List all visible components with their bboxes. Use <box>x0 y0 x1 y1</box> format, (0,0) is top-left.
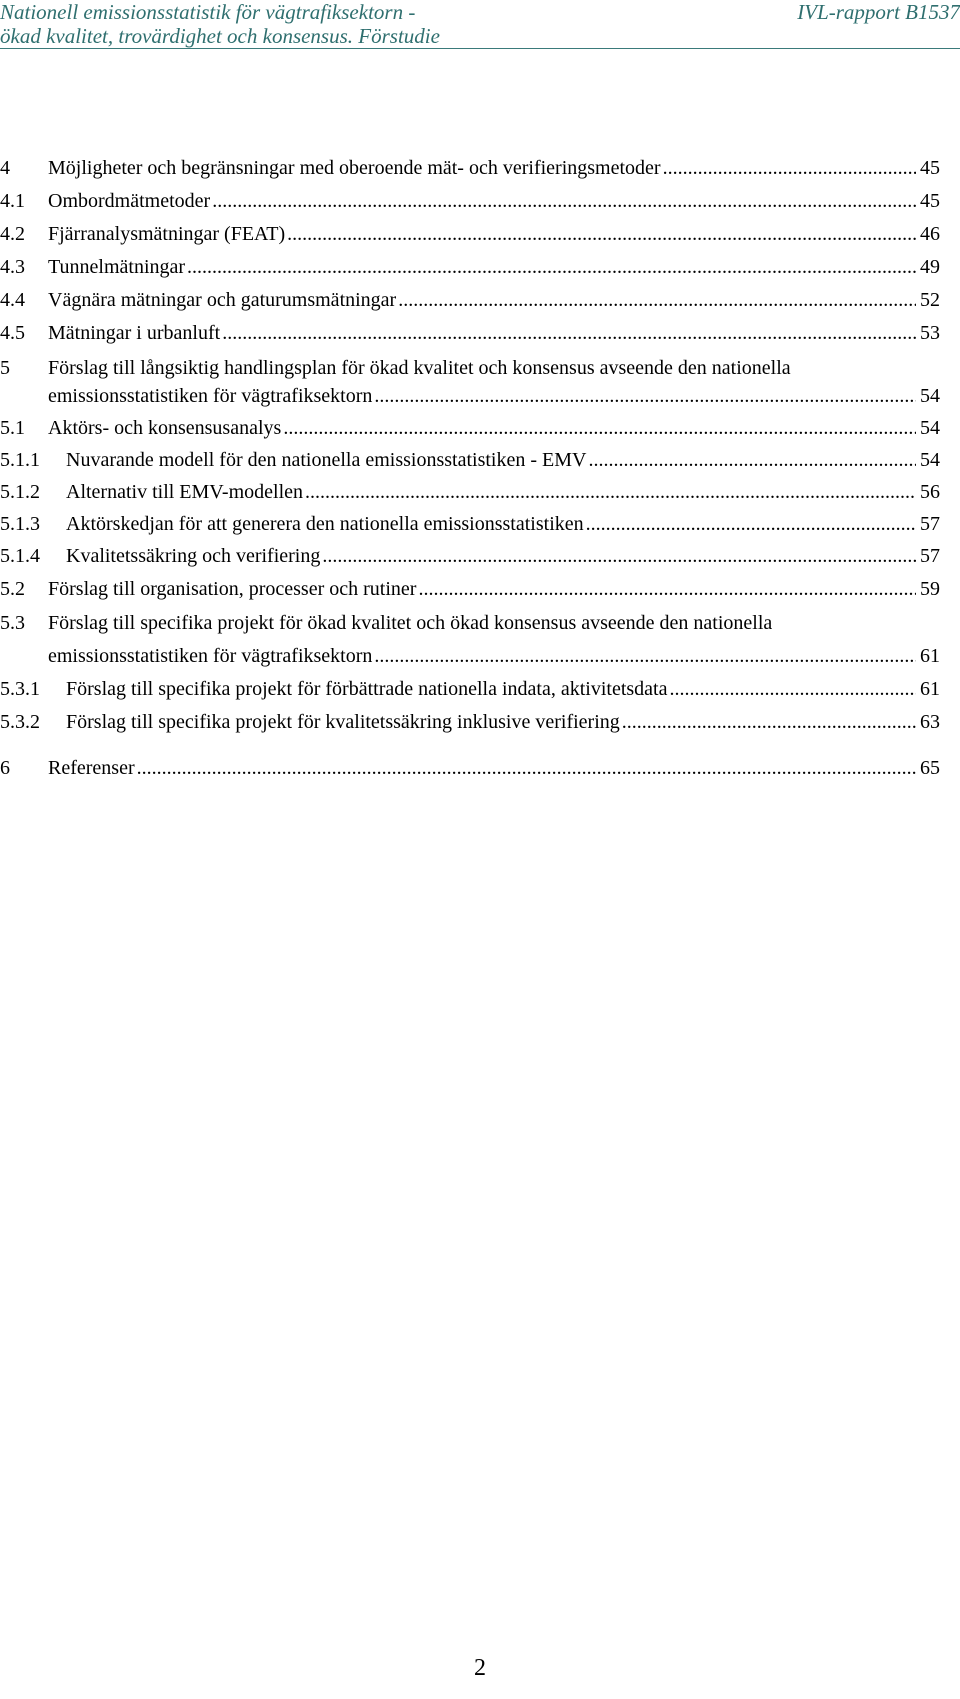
toc-title: Förslag till specifika projekt för kvalitetssäkring inklusive verifiering <box>66 711 620 733</box>
toc-title: Referenser <box>48 757 135 779</box>
toc-number: 5.3.1 <box>0 678 40 700</box>
toc-title: emissionsstatistiken för vägtrafiksektorn <box>48 385 373 407</box>
toc-number: 4.4 <box>0 289 25 311</box>
toc-leader <box>663 156 916 180</box>
toc-title: Mätningar i urbanluft <box>48 322 221 344</box>
toc-title: Alternativ till EMV-modellen <box>66 481 304 503</box>
toc-page: 54 <box>920 449 940 471</box>
toc-number: 5.2 <box>0 578 25 600</box>
toc-leader <box>374 644 916 668</box>
toc-leader <box>222 321 916 345</box>
toc-number: 5.1.3 <box>0 513 40 535</box>
toc-title-line1: Förslag till specifika projekt för ökad kvalitet och ökad konsensus avseende den nationella <box>48 612 773 634</box>
toc-number: 5.3.2 <box>0 711 40 733</box>
toc-page: 57 <box>920 545 940 567</box>
toc-page: 49 <box>920 256 940 278</box>
toc-page: 45 <box>920 190 940 212</box>
toc-leader <box>187 255 916 279</box>
toc-title: Tunnelmätningar <box>48 256 186 278</box>
toc-leader <box>322 544 916 568</box>
toc-number: 5.1.4 <box>0 545 40 567</box>
toc-title: Kvalitetssäkring och verifiering <box>66 545 321 567</box>
toc-page: 59 <box>920 578 940 600</box>
toc-page: 45 <box>920 157 940 179</box>
toc-page: 61 <box>920 645 940 667</box>
toc-number: 5 <box>0 357 10 379</box>
toc-number: 4.1 <box>0 190 25 212</box>
toc-leader <box>137 756 916 780</box>
toc-page: 52 <box>920 289 940 311</box>
toc-leader <box>212 189 916 213</box>
toc-number: 6 <box>0 757 10 779</box>
toc-page: 54 <box>920 417 940 439</box>
toc-number: 4.2 <box>0 223 25 245</box>
toc-page: 57 <box>920 513 940 535</box>
toc-number: 5.1.2 <box>0 481 40 503</box>
toc-entry[interactable] <box>0 611 940 667</box>
toc-number: 4.3 <box>0 256 25 278</box>
toc-number: 4 <box>0 157 10 179</box>
toc-leader <box>305 480 916 504</box>
toc-title: Aktörskedjan för att generera den nationella emissionsstatistiken <box>66 513 584 535</box>
toc-page: 46 <box>920 223 940 245</box>
toc-leader <box>283 416 916 440</box>
toc-number: 5.3 <box>0 612 25 634</box>
toc-leader <box>418 577 916 601</box>
toc-title-line1: Förslag till långsiktig handlingsplan för ökad kvalitet och konsensus avseende den nationella <box>48 357 791 379</box>
toc-page: 53 <box>920 322 940 344</box>
toc-title: Förslag till specifika projekt för förbättrade nationella indata, aktivitetsdata <box>66 678 668 700</box>
toc-title: Fjärranalysmätningar (FEAT) <box>48 223 286 245</box>
toc-leader <box>588 448 916 472</box>
toc-title: emissionsstatistiken för vägtrafiksektorn <box>48 645 373 667</box>
toc-page: 63 <box>920 711 940 733</box>
toc-leader <box>669 677 916 701</box>
running-header <box>0 0 960 49</box>
toc-leader <box>374 384 916 408</box>
header-title-line2: ökad kvalitet, trovärdighet och konsensus. Förstudie <box>0 24 440 48</box>
header-title-line1: Nationell emissionsstatistik för vägtrafiksektorn - <box>0 0 416 24</box>
toc-number: 5.1 <box>0 417 25 439</box>
toc-leader <box>398 288 916 312</box>
toc-number: 5.1.1 <box>0 449 40 471</box>
toc-title: Förslag till organisation, processer och rutiner <box>48 578 417 600</box>
toc-leader <box>622 710 916 734</box>
toc-page: 61 <box>920 678 940 700</box>
toc-leader <box>586 512 916 536</box>
toc-leader <box>287 222 916 246</box>
toc-page: 54 <box>920 385 940 407</box>
page-number: 2 <box>474 1655 486 1681</box>
toc-title: Nuvarande modell för den nationella emissionsstatistiken - EMV <box>66 449 587 471</box>
header-report-id: IVL-rapport B1537 <box>797 0 960 24</box>
toc-title: Aktörs- och konsensusanalys <box>48 417 282 439</box>
toc-number: 4.5 <box>0 322 25 344</box>
toc-page: 56 <box>920 481 940 503</box>
toc-title: Möjligheter och begränsningar med oberoende mät- och verifieringsmetoder <box>48 157 661 179</box>
toc-entry[interactable] <box>0 356 940 412</box>
toc-title: Vägnära mätningar och gaturumsmätningar <box>48 289 397 311</box>
toc-title: Ombordmätmetoder <box>48 190 211 212</box>
toc-page: 65 <box>920 757 940 779</box>
